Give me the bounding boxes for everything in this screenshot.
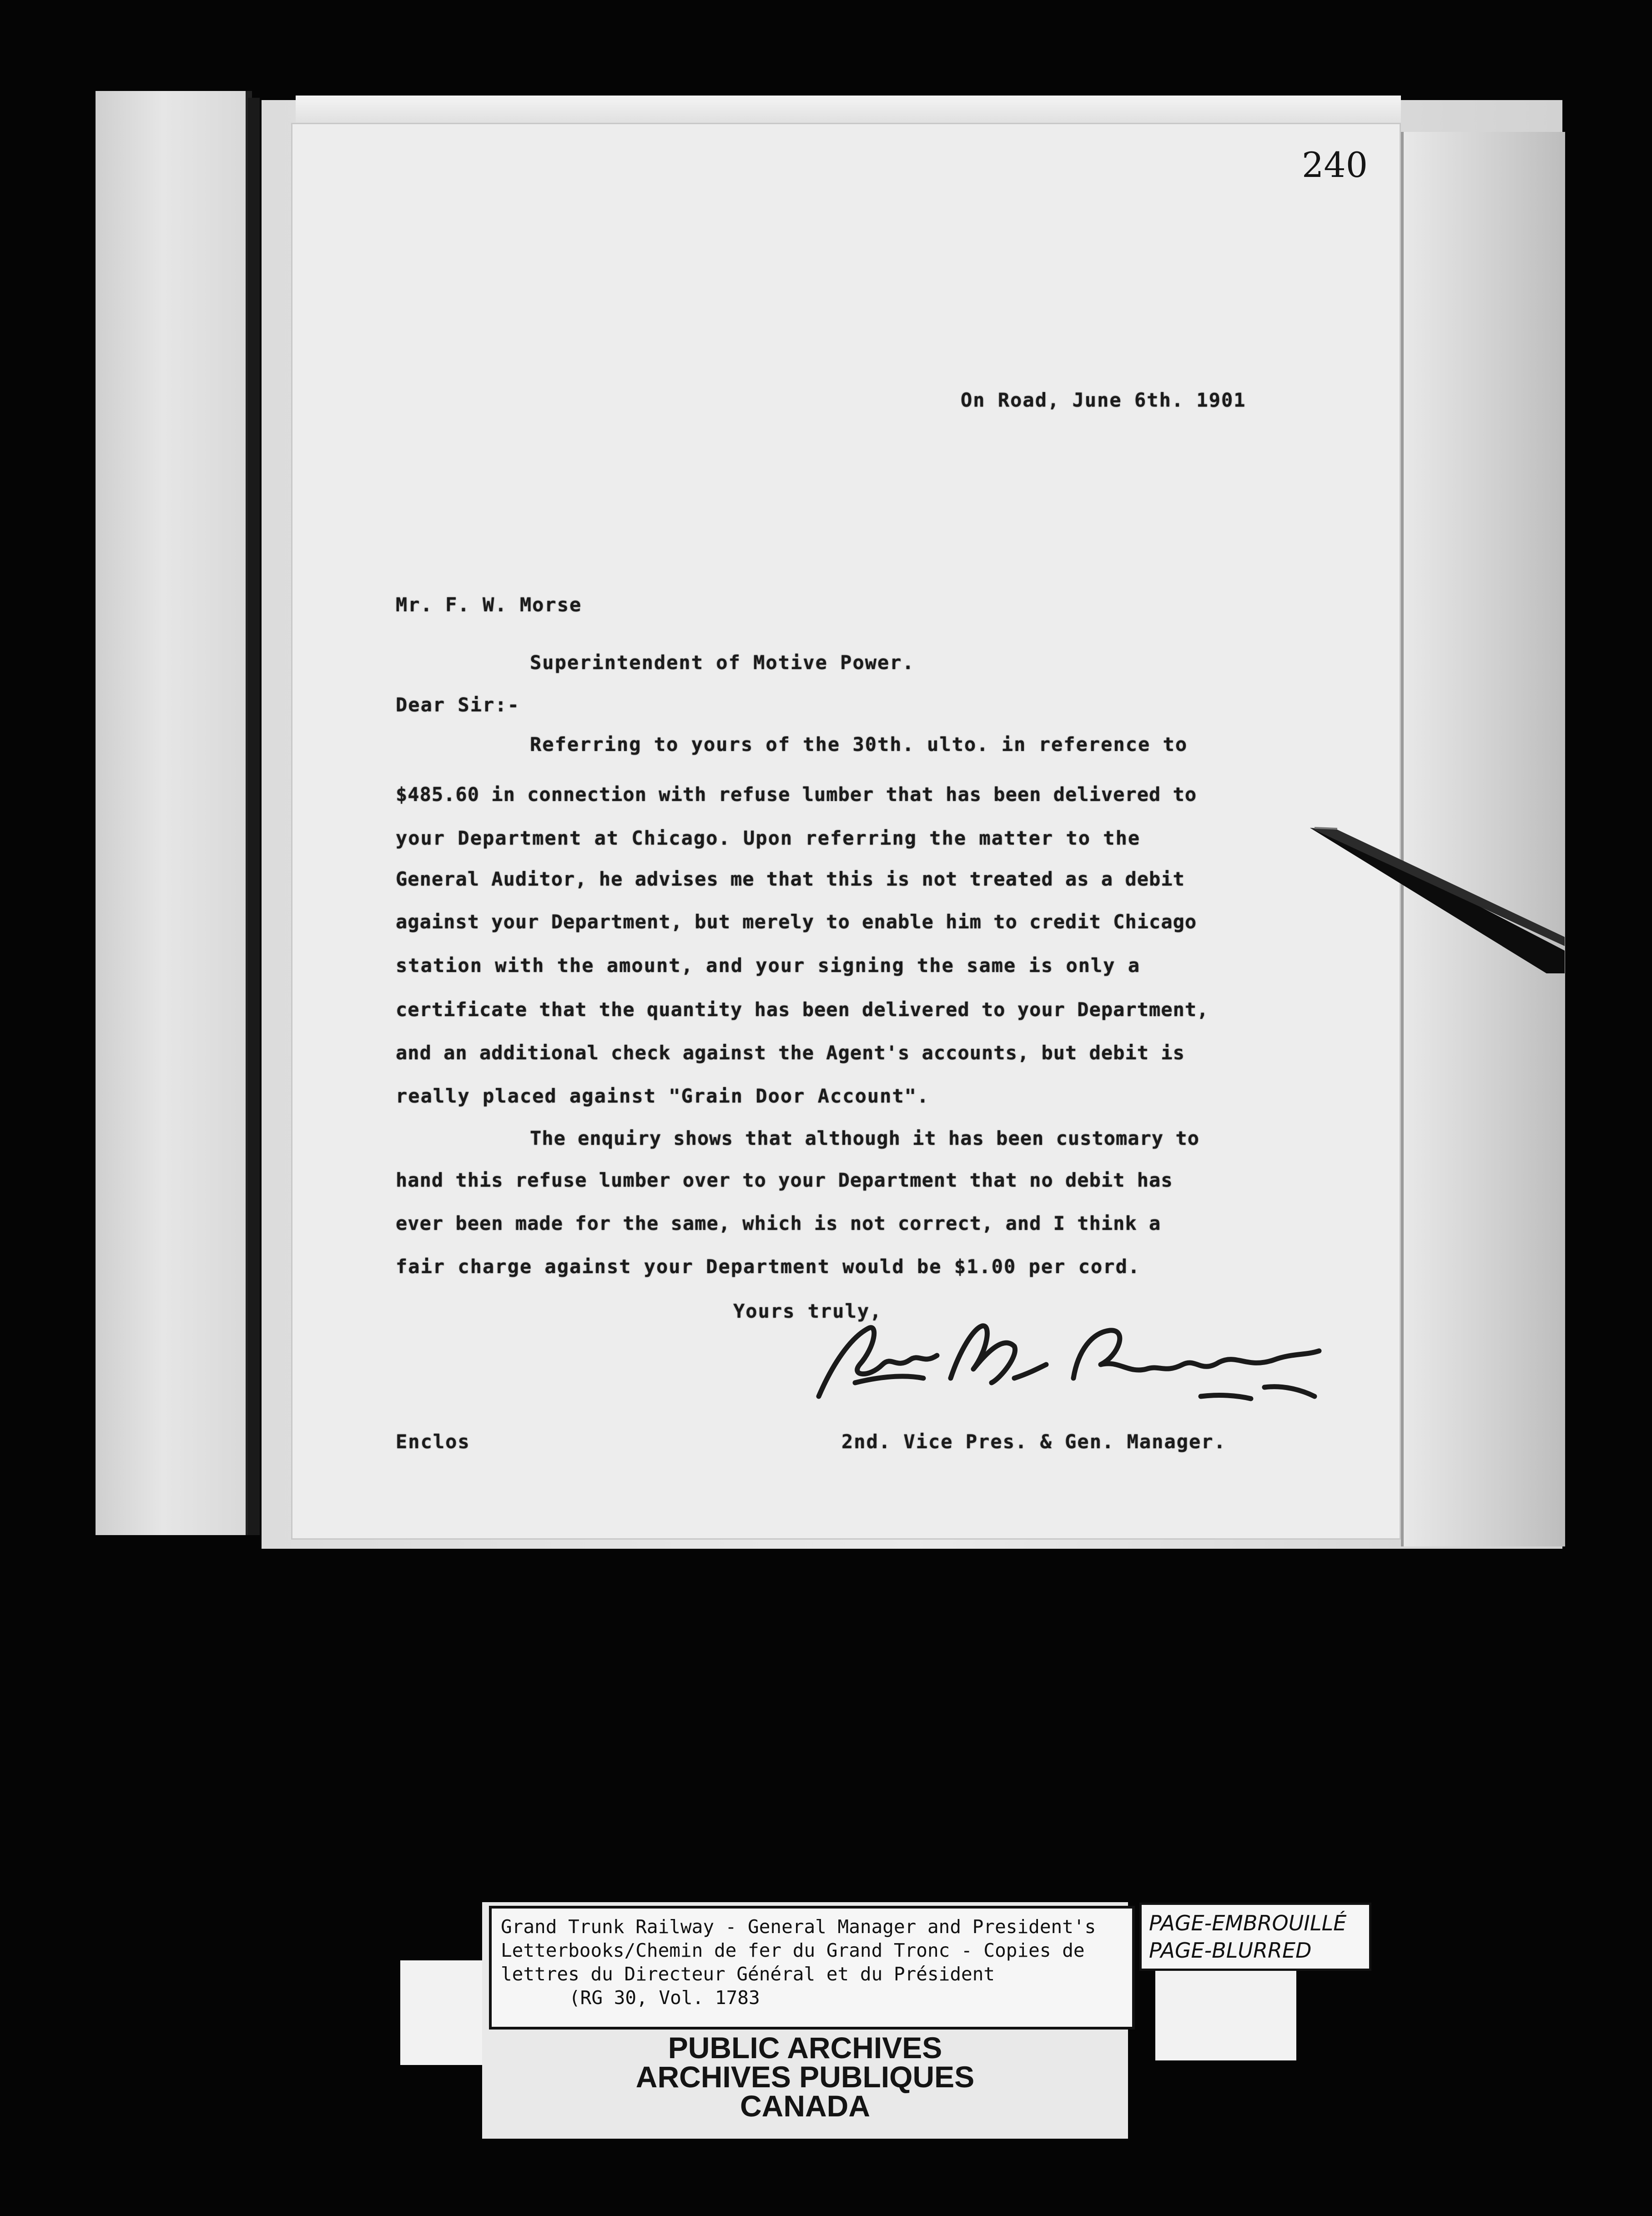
handwritten-signature [801,1310,1333,1410]
body-line: against your Department, but merely to enable him to credit Chicago [396,911,1197,933]
body-line: The enquiry shows that although it has been customary to [530,1127,1200,1149]
note-line-english: PAGE-BLURRED [1149,1938,1312,1963]
blurred-page-note [1139,1903,1371,1971]
stamp-line-country: CANADA [740,2089,870,2123]
archive-stamp [482,2031,1128,2123]
signer-title: 2nd. Vice Pres. & Gen. Manager. [841,1430,1226,1453]
collection-reference: (RG 30, Vol. 1783 [569,1987,760,2009]
body-line: hand this refuse lumber over to your Department that no debit has [396,1169,1173,1191]
stamp-line-english: PUBLIC ARCHIVES [668,2031,942,2065]
note-line-french: PAGE-EMBROUILLÉ [1149,1911,1347,1935]
body-line: fair charge against your Department would be $1.00 per cord. [396,1255,1141,1278]
recipient-name: Mr. F. W. Morse [396,594,582,616]
body-line: $485.60 in connection with refuse lumber that has been delivered to [396,783,1197,806]
stamp-line-french: ARCHIVES PUBLIQUES [635,2060,975,2094]
dateline: On Road, June 6th. 1901 [961,389,1246,411]
body-line: station with the amount, and your signing the same is only a [396,954,1141,977]
body-line: General Auditor, he advises me that this is not treated as a debit [396,868,1185,890]
book-spine [248,98,260,1535]
body-line: Referring to yours of the 30th. ulto. in reference to [530,733,1188,755]
salutation: Dear Sir:- [396,694,520,716]
collection-title-box [489,1906,1135,2030]
body-line: and an additional check against the Agent's accounts, but debit is [396,1042,1185,1064]
enclosure-note: Enclos [396,1430,470,1453]
pen-pointer [1310,801,1565,973]
previous-page-edge [96,91,252,1535]
label-tab-right [1155,1969,1296,2060]
closing: Yours truly, [733,1300,882,1322]
body-line: certificate that the quantity has been delivered to your Department, [396,998,1209,1021]
collection-title-line: Grand Trunk Railway - General Manager and President's [501,1916,1096,1938]
body-line: really placed against "Grain Door Account". [396,1085,930,1107]
collection-title-line: Letterbooks/Chemin de fer du Grand Tronc - Copies de [501,1939,1085,1961]
body-line: ever been made for the same, which is not correct, and I think a [396,1212,1161,1234]
page-number: 240 [1302,145,1368,185]
recipient-title: Superintendent of Motive Power. [530,651,915,674]
body-line: your Department at Chicago. Upon referring the matter to the [396,827,1141,849]
collection-title-line: lettres du Directeur Général et du Président [501,1963,995,1985]
